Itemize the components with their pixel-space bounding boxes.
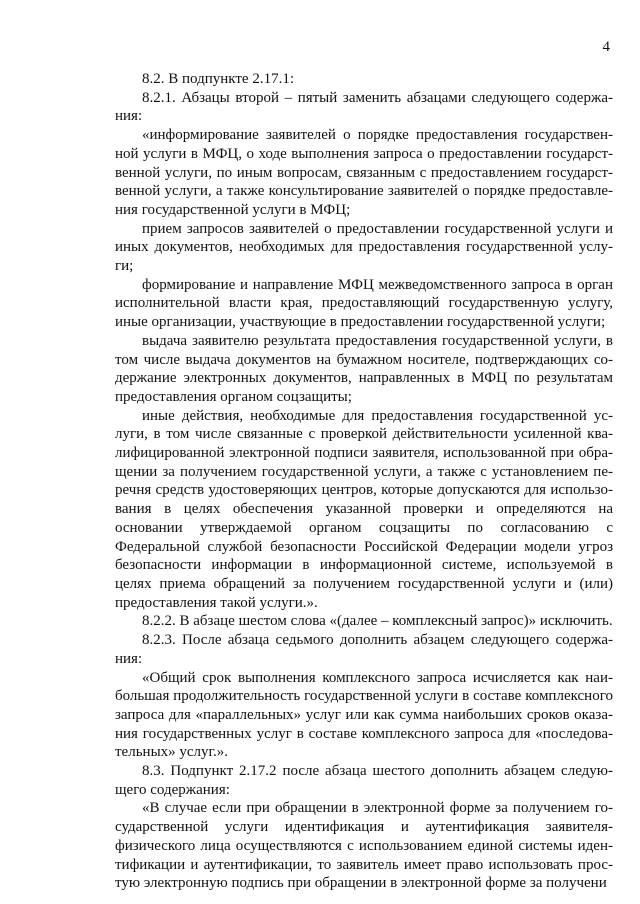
paragraph-8-2-3: 8.2.3. После абзаца седьмого дополнить абзацем следующего содержания: xyxy=(115,632,613,667)
document-body xyxy=(115,70,613,893)
paragraph-issuing-result: выдача заявителю результата предоставления государственной услуги, в том числе выдача документов на бумажном носителе, подтверждающих содержание электронных документов, направленных в МФЦ по результатам предоставления органом соцзащиты; xyxy=(115,332,613,405)
paragraph-8-2: 8.2. В подпункте 2.17.1: xyxy=(142,71,295,87)
paragraph-electronic-signature: «В случае если при обращении в электронной форме за получением государственной услуги идентификация и аутентификация заявителя-физического лица осуществляются с использованием единой системы идентификации и аутентификации, то заявитель имеет право использовать простую электронную подпись при обращении в электронной форме за получени xyxy=(115,800,613,892)
paragraph-interagency-request: формирование и направление МФЦ межведомственного запроса в орган исполнительной власти края, предоставляющий государственную услугу, иные организации, участвующие в предоставлении государственной услуги; xyxy=(115,276,613,331)
paragraph-8-2-1: 8.2.1. Абзацы второй – пятый заменить абзацами следующего содержания: xyxy=(115,89,613,125)
paragraph-8-2-2: 8.2.2. В абзаце шестом слова «(далее – комплексный запрос)» исключить. xyxy=(142,613,613,630)
paragraph-other-actions: иные действия, необходимые для предоставления государственной услуги, в том числе связанные с проверкой действительности усиленной квалифицированной электронной подписи заявителя, использованной при обращении за получением государственной услуги, а также с установлением перечня средств удостоверяющих центров, которые допускаются для использования в целях обеспечения указанной проверки и определяются на основании утверждаемой органом соцзащиты по согласованию с Федеральной службой безопасности Российской Федерации модели угроз безопасности информации в информационной системе, используемой в целях приема обращений за получением государственной услуги и (или) предоставления такой услуги.». xyxy=(115,407,613,611)
paragraph-complex-request-term: «Общий срок выполнения комплексного запроса исчисляется как наибольшая продолжительность государственной услуги в составе комплексного запроса для «параллельных» услуг или как сумма наибольших сроков оказания государственных услуг в составе комплексного запроса для «последовательных» услуг.». xyxy=(115,669,613,761)
paragraph-receiving-requests: прием запросов заявителей о предоставлении государственной услуги и иных документов, необходимых для предоставления государственной услуги; xyxy=(115,220,613,275)
paragraph-informing: «информирование заявителей о порядке предоставления государственной услуги в МФЦ, о ходе выполнения запроса о предоставлении государственной услуги, по иным вопросам, связанным с предоставлением государственной услуги, а также консультирование заявителей о порядке предоставления государственной услуги в МФЦ; xyxy=(115,127,613,218)
paragraph-8-3: 8.3. Подпункт 2.17.2 после абзаца шестого дополнить абзацем следующего содержания: xyxy=(115,763,613,798)
page-number: 4 xyxy=(602,39,610,55)
